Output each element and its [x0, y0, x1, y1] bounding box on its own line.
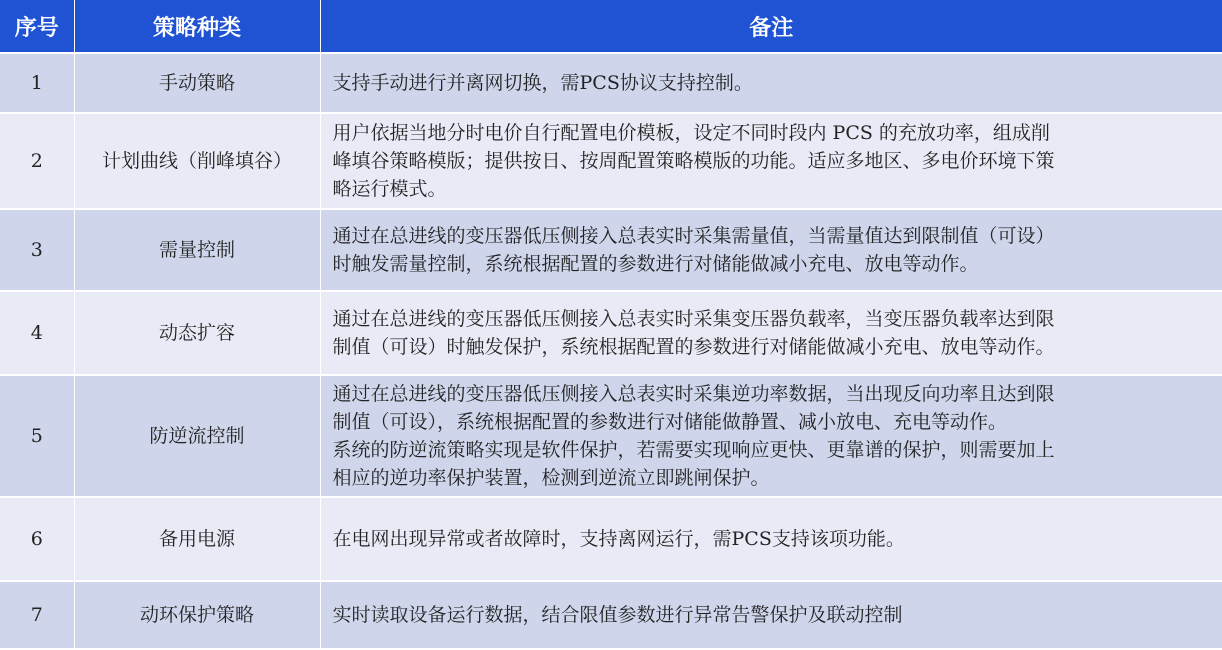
table-row — [0, 497, 1222, 581]
table-row — [0, 291, 1222, 375]
row-note — [320, 291, 1222, 375]
note-line: 略运行模式。 — [332, 178, 447, 200]
table-row — [0, 581, 1222, 649]
table-row — [0, 209, 1222, 291]
row-type: 动环保护策略 — [74, 581, 320, 649]
row-index: 2 — [0, 113, 74, 209]
note-line: 在电网出现异常或者故障时，支持离网运行，需PCS支持该项功能。 — [332, 528, 905, 550]
row-type: 手动策略 — [74, 53, 320, 113]
row-type: 动态扩容 — [74, 291, 320, 375]
row-note — [320, 375, 1222, 497]
row-index: 1 — [0, 53, 74, 113]
note-line: 通过在总进线的变压器低压侧接入总表实时采集需量值，当需量值达到限制值（可设） — [332, 225, 1055, 247]
row-index: 3 — [0, 209, 74, 291]
note-line: 峰填谷策略模版；提供按日、按周配置策略模版的功能。适应多地区、多电价环境下策 — [332, 150, 1055, 172]
row-type: 需量控制 — [74, 209, 320, 291]
note-line: 实时读取设备运行数据，结合限值参数进行异常告警保护及联动控制 — [332, 604, 903, 626]
table-header — [0, 0, 1222, 53]
row-note — [320, 113, 1222, 209]
row-index: 4 — [0, 291, 74, 375]
row-index: 6 — [0, 497, 74, 581]
note-line: 系统的防逆流策略实现是软件保护，若需要实现响应更快、更靠谱的保护，则需要加上 — [332, 439, 1055, 461]
note-line: 支持手动进行并离网切换，需PCS协议支持控制。 — [332, 72, 753, 94]
header-index: 序号 — [0, 0, 74, 53]
header-type: 策略种类 — [74, 0, 320, 53]
table-body — [0, 53, 1222, 649]
note-line: 相应的逆功率保护装置，检测到逆流立即跳闸保护。 — [332, 467, 770, 489]
note-line: 通过在总进线的变压器低压侧接入总表实时采集逆功率数据，当出现反向功率且达到限 — [332, 383, 1055, 405]
row-note — [320, 497, 1222, 581]
header-note: 备注 — [320, 0, 1222, 53]
note-line: 时触发需量控制，系统根据配置的参数进行对储能做减小充电、放电等动作。 — [332, 253, 979, 275]
table-row — [0, 53, 1222, 113]
row-index: 7 — [0, 581, 74, 649]
row-type: 计划曲线（削峰填谷） — [74, 113, 320, 209]
row-index: 5 — [0, 375, 74, 497]
table-row — [0, 113, 1222, 209]
row-note — [320, 209, 1222, 291]
row-type: 防逆流控制 — [74, 375, 320, 497]
row-note — [320, 53, 1222, 113]
row-type: 备用电源 — [74, 497, 320, 581]
note-line: 制值（可设）时触发保护，系统根据配置的参数进行对储能做减小充电、放电等动作。 — [332, 336, 1055, 358]
note-line: 通过在总进线的变压器低压侧接入总表实时采集变压器负载率，当变压器负载率达到限 — [332, 308, 1055, 330]
header-row — [0, 0, 1222, 53]
note-line: 制值（可设），系统根据配置的参数进行对储能做静置、减小放电、充电等动作。 — [332, 411, 1008, 433]
table-row — [0, 375, 1222, 497]
row-note — [320, 581, 1222, 649]
note-line: 用户依据当地分时电价自行配置电价模板，设定不同时段内 PCS 的充放功率，组成削 — [332, 122, 1050, 144]
